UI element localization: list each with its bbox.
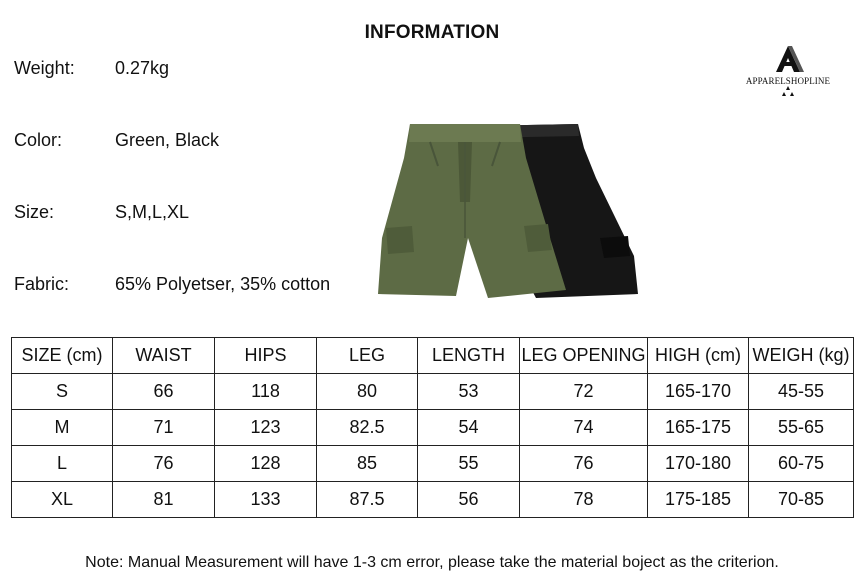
table-cell: 76 bbox=[113, 446, 215, 482]
table-cell: 54 bbox=[418, 410, 520, 446]
table-cell: 170-180 bbox=[648, 446, 749, 482]
brand-logo bbox=[742, 42, 842, 104]
info-value: Green, Black bbox=[115, 130, 220, 150]
table-cell: 82.5 bbox=[317, 410, 418, 446]
size-table bbox=[11, 337, 854, 518]
table-cell: 85 bbox=[317, 446, 418, 482]
brand-mark-icon bbox=[742, 42, 834, 104]
info-value: S,M,L,XL bbox=[115, 202, 190, 222]
info-label: Weight: bbox=[14, 58, 75, 78]
table-cell: 128 bbox=[215, 446, 317, 482]
table-cell: 81 bbox=[113, 482, 215, 518]
info-label: Fabric: bbox=[14, 274, 70, 294]
info-label: Color: bbox=[14, 130, 63, 150]
table-header-cell: WAIST bbox=[113, 338, 215, 374]
table-cell: 165-170 bbox=[648, 374, 749, 410]
table-cell: 133 bbox=[215, 482, 317, 518]
table-row bbox=[12, 410, 854, 446]
table-cell: 74 bbox=[520, 410, 648, 446]
table-cell: 175-185 bbox=[648, 482, 749, 518]
table-cell: L bbox=[12, 446, 113, 482]
table-header-cell: LENGTH bbox=[418, 338, 520, 374]
table-row bbox=[12, 446, 854, 482]
table-cell: XL bbox=[12, 482, 113, 518]
info-label: Size: bbox=[14, 202, 55, 222]
table-cell: 66 bbox=[113, 374, 215, 410]
table-header-cell: LEG bbox=[317, 338, 418, 374]
table-cell: 55-65 bbox=[749, 410, 854, 446]
table-cell: 78 bbox=[520, 482, 648, 518]
page-title: INFORMATION bbox=[364, 22, 500, 43]
brand-name: APPARELSHOPLINE bbox=[745, 76, 831, 86]
table-header-cell: SIZE (cm) bbox=[12, 338, 113, 374]
table-cell: M bbox=[12, 410, 113, 446]
table-cell: 55 bbox=[418, 446, 520, 482]
table-row bbox=[12, 482, 854, 518]
table-cell: 80 bbox=[317, 374, 418, 410]
table-cell: 56 bbox=[418, 482, 520, 518]
table-header-row bbox=[12, 338, 854, 374]
table-cell: 71 bbox=[113, 410, 215, 446]
measurement-note: Note: Manual Measurement will have 1-3 cm error, please take the material boject as the criterion. bbox=[85, 554, 779, 571]
table-cell: 118 bbox=[215, 374, 317, 410]
info-value: 0.27kg bbox=[115, 58, 170, 78]
table-header-cell: HIGH (cm) bbox=[648, 338, 749, 374]
table-header-cell: LEG OPENING bbox=[520, 338, 648, 374]
table-cell: S bbox=[12, 374, 113, 410]
table-cell: 70-85 bbox=[749, 482, 854, 518]
table-header-cell: HIPS bbox=[215, 338, 317, 374]
table-cell: 165-175 bbox=[648, 410, 749, 446]
product-image bbox=[360, 118, 660, 300]
table-cell: 72 bbox=[520, 374, 648, 410]
table-cell: 76 bbox=[520, 446, 648, 482]
table-cell: 53 bbox=[418, 374, 520, 410]
table-cell: 87.5 bbox=[317, 482, 418, 518]
table-cell: 45-55 bbox=[749, 374, 854, 410]
table-row bbox=[12, 374, 854, 410]
info-value: 65% Polyetser, 35% cotton bbox=[115, 274, 331, 294]
table-cell: 123 bbox=[215, 410, 317, 446]
table-cell: 60-75 bbox=[749, 446, 854, 482]
table-header-cell: WEIGH (kg) bbox=[749, 338, 854, 374]
